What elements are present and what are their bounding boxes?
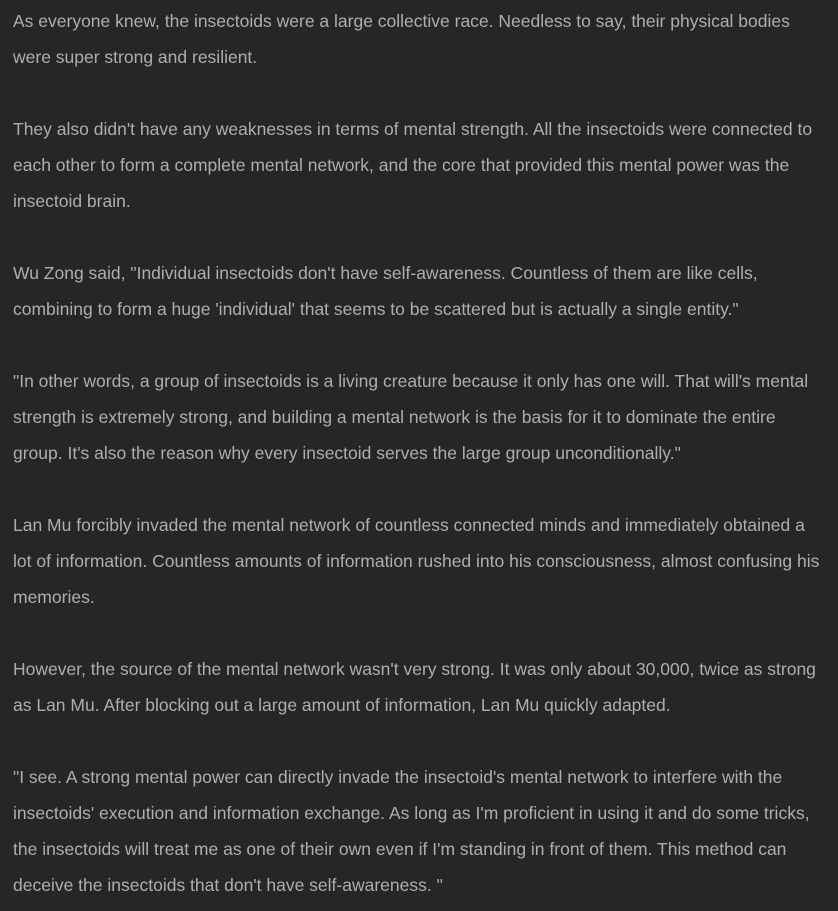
paragraph: Lan Mu forcibly invaded the mental network of countless connected minds and immediately obtained a lot of information. Countless amounts of information rushed into his consciousness, almost confusing his memories. [13, 515, 820, 607]
paragraph: "In other words, a group of insectoids is a living creature because it only has one will. That will's mental strength is extremely strong, and building a mental network is the basis for it to dominate the entire group. It's also the reason why every insectoid serves the large group unconditionally." [13, 371, 809, 463]
paragraph: However, the source of the mental network wasn't very strong. It was only about 30,000, twice as strong as Lan Mu. After blocking out a large amount of information, Lan Mu quickly adapted. [13, 659, 816, 715]
paragraph: They also didn't have any weaknesses in terms of mental strength. All the insectoids were connected to each other to form a complete mental network, and the core that provided this mental power was the insectoid brain. [13, 119, 813, 211]
paragraph: "I see. A strong mental power can directly invade the insectoid's mental network to interfere with the insectoids' execution and information exchange. As long as I'm proficient in using it and do some tricks, the insectoids will treat me as one of their own even if I'm standing in front of them. This method can deceive the insectoids that don't have self-awareness. " [13, 767, 810, 895]
paragraph: As everyone knew, the insectoids were a large collective race. Needless to say, their physical bodies were super strong and resilient. [13, 11, 790, 67]
paragraph: Wu Zong said, "Individual insectoids don't have self-awareness. Countless of them are like cells, combining to form a huge 'individual' that seems to be scattered but is actually a single entity." [13, 263, 758, 319]
